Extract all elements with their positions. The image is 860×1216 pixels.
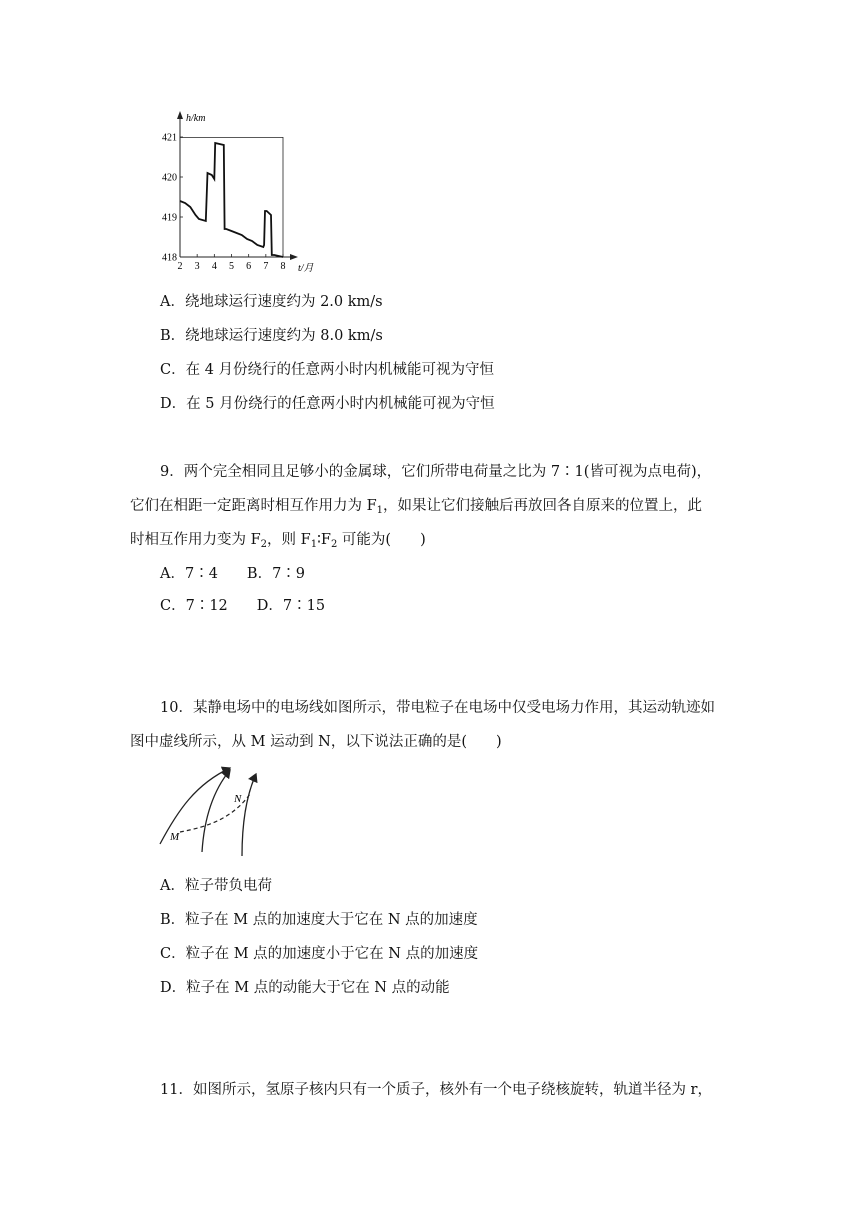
chart-y-axis-arrow <box>177 111 183 119</box>
q10-option-d: D．粒子在 M 点的动能大于它在 N 点的动能 <box>160 980 450 996</box>
chart-x-tick-label: 6 <box>246 261 252 272</box>
chart-x-tick-label: 3 <box>194 261 200 272</box>
chart-y-tick-label: 421 <box>162 132 177 144</box>
q11-stem-line1: 11．如图所示，氢原子核内只有一个质子，核外有一个电子绕核旋转，轨道半径为 r， <box>160 1082 712 1098</box>
point-m-label: M <box>170 831 180 843</box>
q9-stem-line3: 时相互作用力变为 $F_2$，则 $F_1∶F_2$ 可能为( ) <box>130 532 426 550</box>
q8-option-a: A．绕地球运行速度约为 2.0 km/s <box>160 294 383 310</box>
chart-x-tick-label: 4 <box>211 261 217 272</box>
chart-x-axis-arrow <box>290 254 298 260</box>
altitude-chart <box>150 105 330 280</box>
q8-option-d: D．在 5 月份绕行的任意两小时内机械能可视为守恒 <box>160 396 495 412</box>
chart-y-tick-label: 418 <box>162 252 177 264</box>
q10-stem-line2: 图中虚线所示，从 M 运动到 N，以下说法正确的是( ) <box>130 734 502 750</box>
q10-option-a: A．粒子带负电荷 <box>160 878 272 894</box>
chart-y-axis-label: h/km <box>186 113 206 124</box>
chart-y-tick-label: 420 <box>162 172 177 184</box>
chart-x-tick-label: 5 <box>229 261 234 272</box>
q9-options-ab: A．7∶4 B．7∶9 <box>160 566 306 582</box>
chart-series-line <box>180 143 283 257</box>
chart-y-tick-label: 419 <box>162 212 177 224</box>
q10-option-c: C．粒子在 M 点的加速度小于它在 N 点的加速度 <box>160 946 479 962</box>
q8-option-c: C．在 4 月份绕行的任意两小时内机械能可视为守恒 <box>160 362 495 378</box>
q10-stem-line1: 10．某静电场中的电场线如图所示，带电粒子在电场中仅受电场力作用，其运动轨迹如 <box>160 700 715 716</box>
q9-options-cd: C．7∶12 D．7∶15 <box>160 598 326 614</box>
electric-field-diagram <box>150 760 280 860</box>
field-line-3 <box>242 774 256 856</box>
q8-option-b: B．绕地球运行速度约为 8.0 km/s <box>160 328 383 344</box>
point-n-label: N <box>234 793 242 805</box>
chart-x-axis-label: t/月 <box>298 263 314 274</box>
chart-x-tick-label: 7 <box>263 261 269 272</box>
chart-axes <box>177 111 298 260</box>
q9-stem-line2: 它们在相距一定距离时相互作用力为 $F_1$，如果让它们接触后再放回各自原来的位置上，此 <box>130 498 703 516</box>
q9-stem-line1: 9．两个完全相同且足够小的金属球，它们所带电荷量之比为 7∶1(皆可视为点电荷)， <box>160 464 712 480</box>
chart-x-tick-label: 8 <box>280 261 286 272</box>
chart-x-tick-label: 2 <box>177 261 183 272</box>
q10-option-b: B．粒子在 M 点的加速度大于它在 N 点的加速度 <box>160 912 478 928</box>
